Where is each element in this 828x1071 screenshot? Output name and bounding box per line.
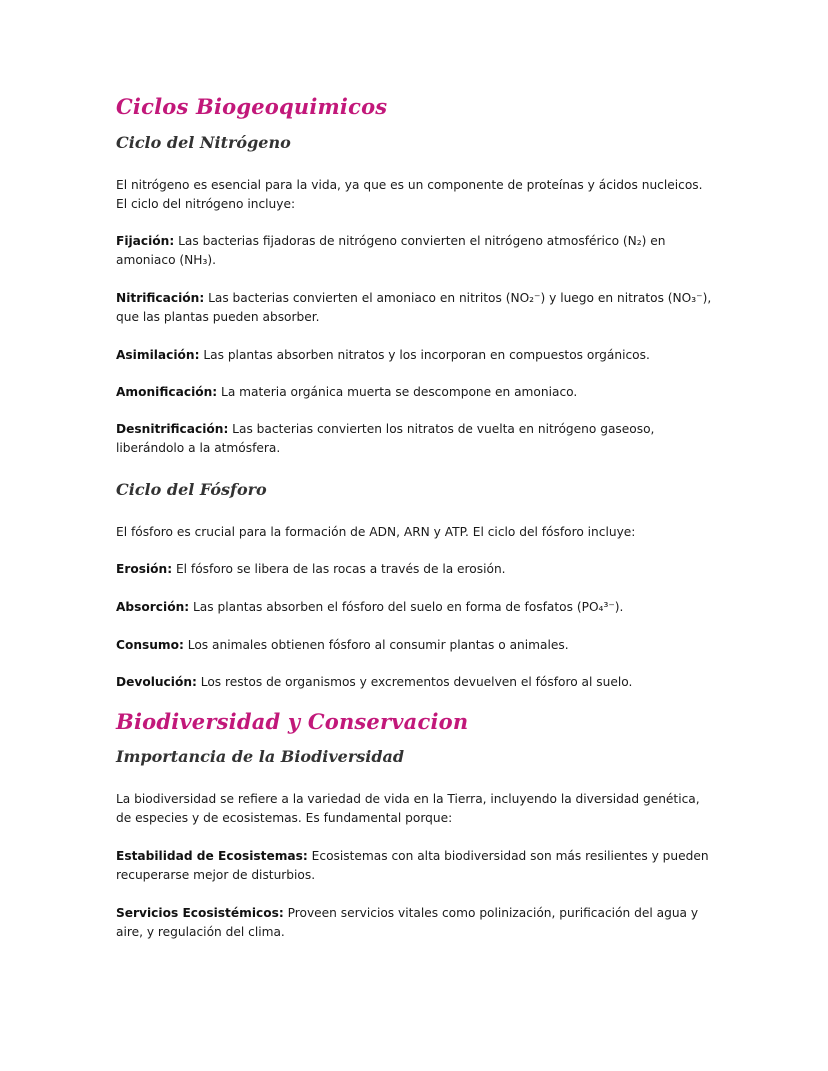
term-label: Estabilidad de Ecosistemas: <box>116 849 308 863</box>
term-text: Proveen servicios vitales como polinización, purificación del agua y aire, y regulación del clima. <box>116 906 699 939</box>
nitrogeno-item-desnitrificacion <box>116 420 716 458</box>
nitrogeno-item-fijacion <box>116 232 716 270</box>
subsection-title-importancia: Importancia de la Biodiversidad <box>116 747 405 766</box>
biodiversidad-intro: La biodiversidad se refiere a la variedad de vida en la Tierra, incluyendo la diversidad genética, de especies y de ecosistemas. Es fundamental porque: <box>116 792 700 825</box>
term-label: Absorción: <box>116 600 190 614</box>
term-label: Servicios Ecosistémicos: <box>116 906 284 920</box>
subsection-title-fosforo: Ciclo del Fósforo <box>116 480 267 499</box>
fosforo-item-consumo <box>116 636 716 655</box>
term-text: Las bacterias convierten los nitratos de vuelta en nitrógeno gaseoso, liberándolo a la atmósfera. <box>116 422 655 455</box>
term-text: Ecosistemas con alta biodiversidad son más resilientes y pueden recuperarse mejor de disturbios. <box>116 849 709 882</box>
nitrogeno-item-nitrificacion <box>116 289 716 327</box>
fosforo-item-absorcion <box>116 598 716 617</box>
biodiversidad-item-estabilidad <box>116 847 716 885</box>
section-title-ciclos: Ciclos Biogeoquimicos <box>116 94 388 119</box>
term-label: Erosión: <box>116 562 173 576</box>
term-label: Nitrificación: <box>116 291 205 305</box>
term-text: Los restos de organismos y excrementos devuelven el fósforo al suelo. <box>196 675 633 689</box>
term-text: Las plantas absorben nitratos y los incorporan en compuestos orgánicos. <box>199 348 650 362</box>
section-title-biodiversidad: Biodiversidad y Conservacion <box>116 709 469 734</box>
term-text: Los animales obtienen fósforo al consumir plantas o animales. <box>183 638 569 652</box>
term-label: Amonificación: <box>116 385 218 399</box>
nitrogeno-item-asimilacion <box>116 346 716 365</box>
term-text: Las bacterias fijadoras de nitrógeno convierten el nitrógeno atmosférico (N₂) en amoniaco (NH₃). <box>116 234 666 267</box>
fosforo-item-erosion <box>116 560 716 579</box>
term-label: Desnitrificación: <box>116 422 229 436</box>
term-label: Devolución: <box>116 675 197 689</box>
term-label: Fijación: <box>116 234 175 248</box>
nitrogeno-item-amonificacion <box>116 383 716 402</box>
nitrogeno-intro: El nitrógeno es esencial para la vida, ya que es un componente de proteínas y ácidos nucleicos. El ciclo del nitrógeno incluye: <box>116 178 703 211</box>
term-label: Consumo: <box>116 638 184 652</box>
fosforo-intro: El fósforo es crucial para la formación de ADN, ARN y ATP. El ciclo del fósforo incluye: <box>116 525 636 539</box>
biodiversidad-item-servicios <box>116 904 716 942</box>
subsection-title-nitrogeno: Ciclo del Nitrógeno <box>116 133 291 152</box>
fosforo-item-devolucion <box>116 673 716 692</box>
term-text: Las plantas absorben el fósforo del suelo en forma de fosfatos (PO₄³⁻). <box>189 600 624 614</box>
term-text: Las bacterias convierten el amoniaco en nitritos (NO₂⁻) y luego en nitratos (NO₃⁻), que las plantas pueden absorber. <box>116 291 712 324</box>
term-text: El fósforo se libera de las rocas a través de la erosión. <box>172 562 506 576</box>
term-label: Asimilación: <box>116 348 200 362</box>
term-text: La materia orgánica muerta se descompone en amoniaco. <box>217 385 578 399</box>
